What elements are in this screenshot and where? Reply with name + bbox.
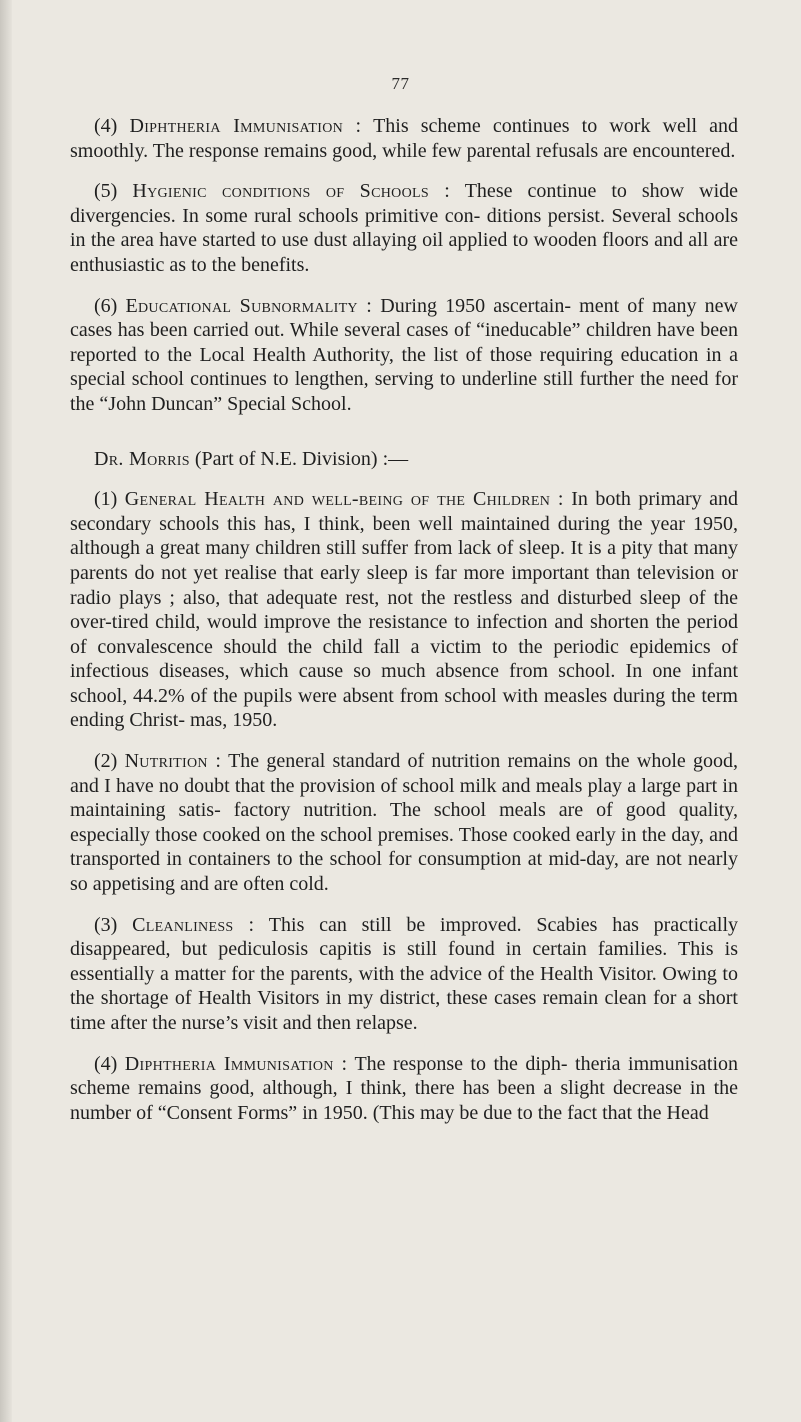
paragraph-diphtheria-immunisation-2 (70, 1052, 738, 1126)
page-number: 77 (391, 74, 410, 93)
page-edge-shadow (0, 0, 12, 1422)
paragraph-heading: Educational Subnormality : (125, 294, 373, 317)
paragraph-educational-subnormality (70, 294, 738, 417)
paragraph-text: This can still be improved. Scabies has practically disappeared, but pediculosis capitis is still found in certain families. This is essentially a matter for the parents, with the advice of the Health Visitor. Owing to the shortage of Health Visitors in my district, these cases remain clean for a short time after the nurse’s visit and then relapse. (70, 913, 739, 1034)
paragraph-nutrition (70, 749, 738, 897)
paragraph-number: (1) (94, 488, 118, 511)
section-author: Dr. Morris (94, 447, 190, 470)
paragraph-number: (6) (94, 294, 118, 317)
paragraph-diphtheria-immunisation (70, 114, 738, 163)
paragraph-heading: Diphtheria Immunisation : (129, 115, 362, 137)
paragraph-heading: Cleanliness : (132, 913, 255, 936)
paragraph-heading: General Health and well-being of the Children : (124, 488, 564, 511)
section-heading (70, 447, 738, 472)
section-subtitle: (Part of N.E. Division) :— (194, 447, 409, 470)
paragraph-hygienic-conditions (70, 179, 738, 277)
paragraph-text: These continue to show wide divergencies. In some rural schools primitive con- ditions persist. Several schools in the area have started to use dust allaying oil applied to wooden floors and all are enthusiastic as to the benefits. (70, 180, 739, 276)
paragraph-number: (3) (94, 913, 118, 936)
paragraph-number: (4) (94, 1052, 118, 1075)
paragraph-number: (4) (94, 115, 118, 137)
paragraph-text: During 1950 ascertain- ment of many new cases has been carried out. While several cases of “ineducable” children have been reported to the Local Health Authority, the list of those requiring education in a special school continues to lengthen, serving to underline still further the need for the “John Duncan” Special School. (70, 294, 738, 415)
paragraph-number: (2) (94, 750, 118, 773)
paragraph-text: The response to the diph- theria immunisation scheme remains good, although, I think, there has been a slight decrease in the number of “Consent Forms” in 1950. (This may be due to the fact that the Head (70, 1052, 739, 1124)
paragraph-heading: Hygienic conditions of Schools : (132, 180, 451, 203)
paragraph-text: This scheme continues to work well and smoothly. The response remains good, while few parental refusals are encountered. (70, 115, 739, 162)
paragraph-heading: Diphtheria Immunisation : (124, 1052, 348, 1075)
paragraph-text: The general standard of nutrition remains on the whole good, and I have no doubt that the provision of school milk and meals play a large part in maintaining satis- factory nutrition. The school meals are of good quality, especially those cooked on the school premises. Those cooked early in the day, and transported in containers to the school for consumption at mid-day, are not nearly so appetising and are often cold. (70, 750, 739, 896)
paragraph-text: In both primary and secondary schools this has, I think, been well maintained during the year 1950, although a great many children still suffer from lack of sleep. It is a pity that many parents do not yet realise that early sleep is far more important than television or radio plays ; also, that adequate rest, not the restless and disturbed sleep of the over-tired child, would improve the resistance to infection and shorten the period of convalescence should the child fall a victim to the periodic epidemics of infectious diseases, which cause so much absence from school. In one infant school, 44.2% of the pupils were absent from school with measles during the term ending Christ- mas, 1950. (70, 488, 739, 732)
document-body (70, 114, 738, 1141)
paragraph-general-health (70, 487, 738, 733)
paragraph-number: (5) (94, 180, 118, 203)
paragraph-cleanliness (70, 913, 738, 1036)
paragraph-heading: Nutrition : (124, 750, 222, 773)
